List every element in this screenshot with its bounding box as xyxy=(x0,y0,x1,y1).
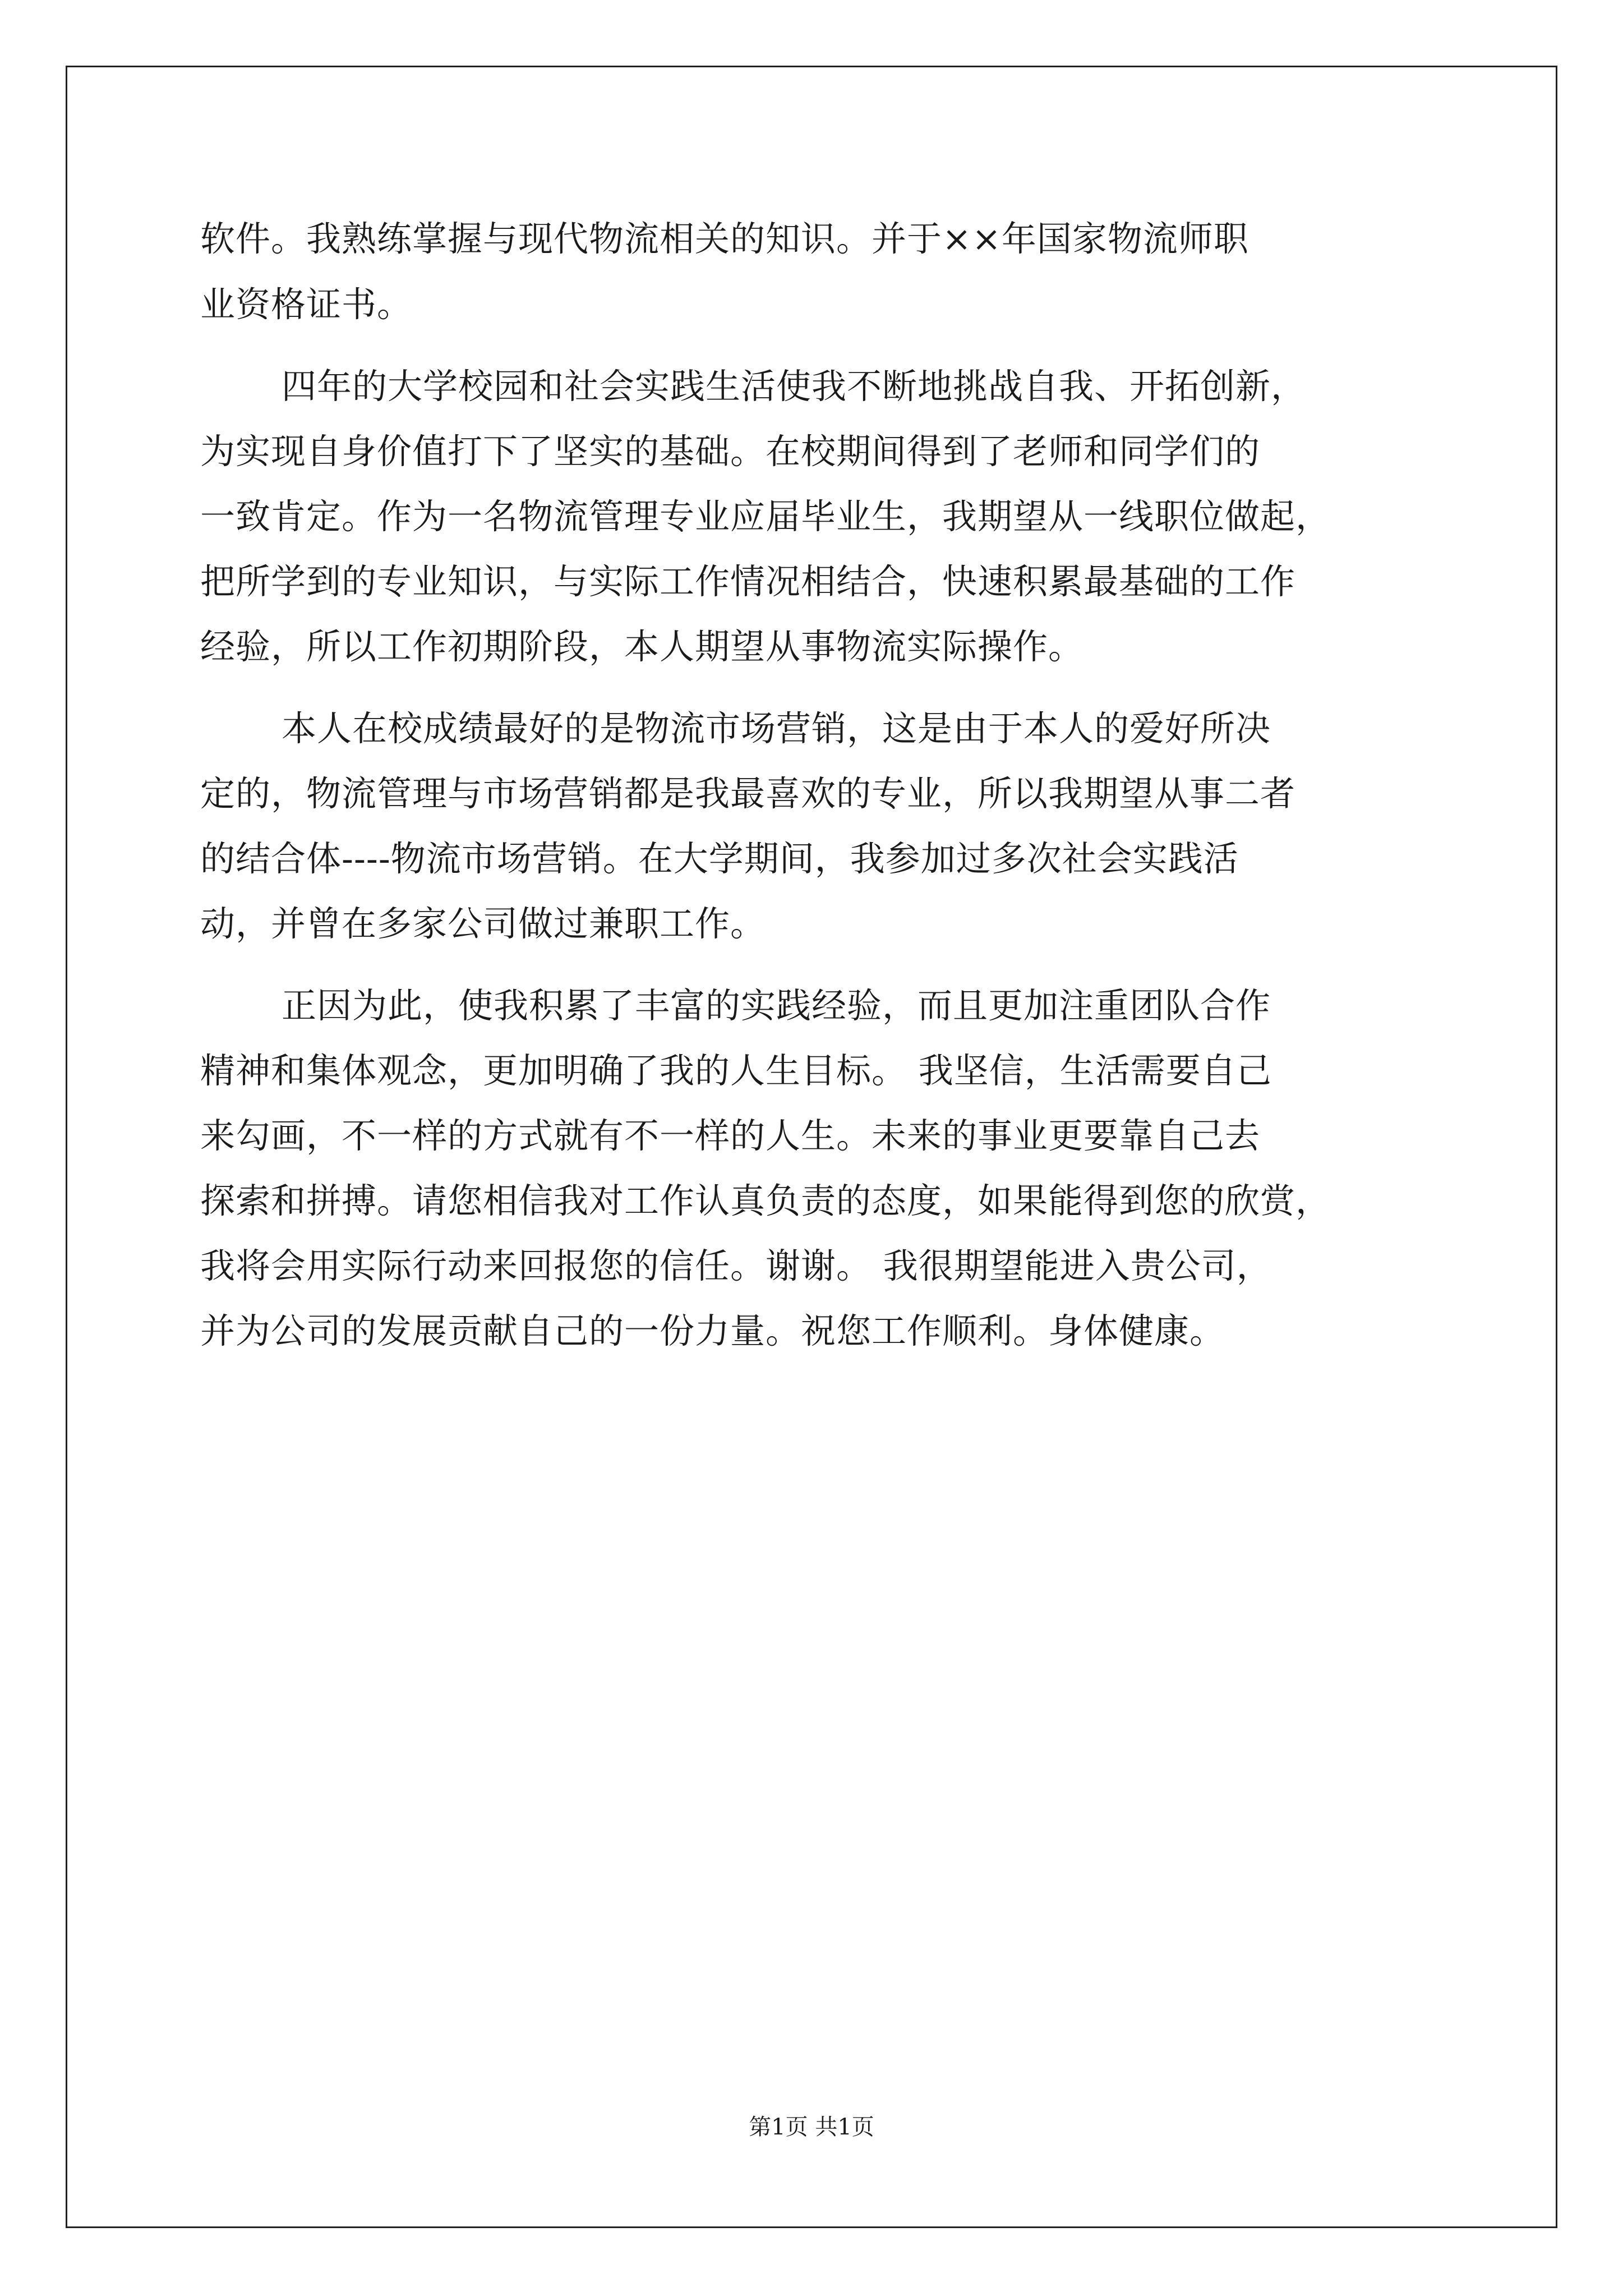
text-line: 并为公司的发展贡献自己的一份力量。祝您工作顺利。身体健康。 xyxy=(200,1310,1225,1351)
text-line: 动，并曾在多家公司做过兼职工作。 xyxy=(200,903,766,944)
page-number-footer: 第1页 共1页 xyxy=(749,2114,874,2140)
paragraph-start-line: 正因为此，使我积累了丰富的实践经验，而且更加注重团队合作 xyxy=(282,985,1271,1026)
document-body xyxy=(200,206,1423,1364)
text-line: 软件。我熟练掌握与现代物流相关的知识。并于××年国家物流师职 xyxy=(200,218,1249,259)
text-line: 为实现自身价值打下了坚实的基础。在校期间得到了老师和同学们的 xyxy=(200,431,1261,472)
text-line: 的结合体----物流市场营销。在大学期间，我参加过多次社会实践活 xyxy=(200,838,1239,879)
text-line: 精神和集体观念，更加明确了我的人生目标。 我坚信，生活需要自己 xyxy=(200,1050,1272,1091)
paragraph-start-line: 本人在校成绩最好的是物流市场营销，这是由于本人的爱好所决 xyxy=(282,708,1271,749)
text-line: 业资格证书。 xyxy=(200,284,413,325)
text-line: 来勾画，不一样的方式就有不一样的人生。未来的事业更要靠自己去 xyxy=(200,1115,1261,1156)
text-line: 定的，物流管理与市场营销都是我最喜欢的专业，所以我期望从事二者 xyxy=(200,773,1296,814)
text-line: 把所学到的专业知识，与实际工作情况相结合，快速积累最基础的工作 xyxy=(200,561,1296,602)
text-line: 我将会用实际行动来回报您的信任。谢谢。 我很期望能进入贵公司， xyxy=(200,1245,1272,1286)
text-line: 探索和拼搏。请您相信我对工作认真负责的态度，如果能得到您的欣赏， xyxy=(200,1180,1331,1221)
paragraph-start-line: 四年的大学校园和社会实践生活使我不断地挑战自我、开拓创新， xyxy=(282,366,1307,407)
text-line: 一致肯定。作为一名物流管理专业应届毕业生，我期望从一线职位做起， xyxy=(200,496,1331,537)
text-line: 经验，所以工作初期阶段，本人期望从事物流实际操作。 xyxy=(200,626,1084,667)
